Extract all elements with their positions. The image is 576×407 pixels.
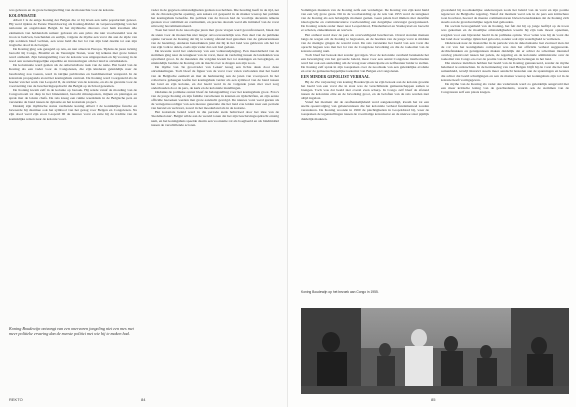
historical-photo	[301, 308, 569, 394]
body-paragraph: Vanaf het moment dat de onafhankelijkheid werd aangekondigd, kwam het tot een snelle opeenvolging van gebeurtenissen die het koloniale verhaal fundamenteel zouden veranderen. De Koning woonde in 1960 de plechtigheden in Leopoldstad bij, waar de toespraken de tegenstellingen tussen de voormalige kolonisator en de nieuwe staat pijnlijk duidelijk maakten.	[301, 100, 429, 121]
body-paragraph: Onderzoek naar de monarchie in de periode van de dekolonisatie laat evenwel zien dat de rol van het koningshuis complexer was dan het officiële verhaal suggereerde. Archiefstukken en getuigenissen maken duidelijk dat er achter de schermen intensief overleg plaatsvond tussen het paleis, de regering en de koloniale administratie over de toekomst van Congo en over de positie van de Belgische belangen in het land.	[441, 40, 569, 62]
body-paragraph: Het koloniale beleid werd in die periode sterk beïnvloed door het idee van de 'modelkolonie'. België wilde aan de wereld tonen dat het zijn beschavingsopdracht ernstig nam, en het koningshuis speelde daarin een voorname rol als boegbeeld en als bindmiddel tussen de verschillende actoren.	[151, 110, 279, 127]
footer-label: REKTO	[9, 397, 23, 402]
right-page	[288, 0, 576, 407]
body-paragraph: Die nieuwe inzichten hebben het beeld van de Koning genuanceerd, zonder de mythe helemaal te ontkrachten. In de herinnering van veel Belgen blijft hij de vorst die het land samenhield, terwijl historici steeds meer aandacht besteden aan de spanningen en keuzes die achter dat beeld schuilgingen en aan de manier waarop het koningshuis zijn rol in de kolonie heeft vormgegeven.	[441, 61, 569, 82]
body-paragraph: vader in de gegeven omstandigheden gedaan zou hebben. Die houding heeft in de tijd, net als de chronologische opening, een zekere rol gespeeld in de manier waarop het publiek het koningshuis beleefde. De politiek van de Kroon had de voorbije decennia telkens gestaan voor stabiliteit en continuïteit, en precies daarom werd elk initiatief van de vorst uitvoerig becommentarieerd.	[151, 8, 279, 29]
body-paragraph: De kwestie werd het onderwerp van een volksraadpleging. Een meerderheid van de stemmen ging naar de terugkeer van de vorst, maar de verdeling tussen de landsdelen was opvallend groot. In de maanden die volgden kwam het tot stakingen en betogingen, en uiteindelijk besliste de Koning om de macht over te dragen aan zijn zoon.	[151, 48, 279, 66]
body-paragraph: De kolonisatie werd gezien als de onbetwistbare taak van de natie. Het beeld van de Koning als een vader voor de Congolezen, die zijn kinderen geleidelijk naar de beschaving zou voeren, werd in talrijke publicaties en beeldmateriaal verspreid. In de koloniale propaganda stond het koningshuis centraal. De Koning werd voorgesteld als de hoeder van het werk van Leopold II, de stichter van de kolonie, en als de garantie voor de voortzetting van de beschavingsopdracht die België op zich had genomen.	[9, 63, 137, 88]
page-number-right: 85	[431, 397, 436, 402]
text-column-2	[151, 8, 279, 388]
body-paragraph: De mythe van 'de grootvader van Leken' kreeg een lichte deuk door deze ontwikkelingen. Toch bleef de figuur van de vorst voor velen verbonden met het beeld van de Belgische eenheid en met de herinnering aan de jaren van voorspoed. In het collectieve geheugen leefde het koningshuis verder als een symbool van de band tussen het land en zijn kolonie, en dat beeld werd in de volgende jaren met veel zorg onderhouden door de pers, de kerk en de koloniale instellingen.	[151, 65, 279, 90]
body-paragraph: Albert I is de enige Koning der Belgen die al bij leven een reële populariteit genoot. Hij werd tijdens de Eerste Wereldoorlog als Koning-Ridder de verpersoonlijking van het nationale en ongebroken België. In het mythische discours over hem kwamen alle elementen van heldendom samen: geboren als een prins die niet voorbestemd was de troon te beërven, bescheiden en eerlijk, volgens de mythe een vorst die aan de zijde van zijn soldaten bleef vechten, een ware held die het lot van zijn land deelde tot aan zijn tragische dood in de bergen.	[9, 18, 137, 47]
body-paragraph: Ondanks de politieke onrust bleef de belangstelling voor het koningshuis groot. Foto's van de jonge Koning en zijn familie verschenen in kranten en tijdschriften, en zijn eerste officiële bezoeken werden met grote aandacht gevolgd. De nieuwe vorst werd gezien als de vertegenwoordiger van een nieuwe generatie die het land zou leiden naar een periode van herstel en welvaart, zowel in het moederland als in de kolonie.	[151, 89, 279, 111]
body-paragraph: Bij de 25e verjaardag van koning Boudewijn en na zijn bezoek aan de kolonie groeide het beeld van een vorst die in staat was de verschillende gemeenschappen samen te brengen. Toch was dat beeld niet overal even scherp. In Congo zelf bleef de afstand tussen de koloniale elite en de bevolking groot, en de beloften van de reis werden niet altijd ingelost.	[301, 79, 429, 101]
photo-caption-right: Koning Boudewijn op het bezoek aan Congo in 1955.	[301, 290, 379, 294]
body-paragraph: was geboren en de grote belangstelling van de monarchie voor de kolonie.	[9, 8, 115, 12]
body-paragraph: Het onthaal werd door de pers als overweldigend beschreven. Overal stonden mensen langs de wegen om de Koning te begroeten, en de beelden van de jonge vorst te midden van de menigte gingen de wereld rond. De reis versterkte het beeld van een vorst die oprecht begaan was met het lot van de Congolese bevolking en die de toekomst van de kolonie ernstig nam.	[301, 32, 429, 53]
body-paragraph: De sociale bewogenheid van de Koning, het feit dat hij op jonge leeftijd op de troon was gekomen en de moeilijke omstandigheden waarin hij zijn taak moest opnemen, zorgden voor een bijzonder beeld in de publieke opinie. Voor velen was hij de vorst die het land door woelige tijden had geloodst, zonder ooit zijn waardigheid te verliezen.	[441, 24, 569, 41]
page-number-left: 84	[141, 397, 146, 402]
historical-photo-image	[301, 308, 569, 394]
body-paragraph: Dankzij zijn mythische status verdiende koning Albert I de koninklijke functie en bewaarde hij daarmee ook het symbool van het gezag voor Belgen en Congolezen. Na zijn dood werd zijn zoon Leopold III de nieuwe vorst en zette hij de traditie van de koninklijke reizen naar de kolonie voort.	[9, 104, 137, 121]
body-paragraph: Sommigen maakten van de Koning zelfs een verdediger. De Koning van zijn kant hield van een vrij grote geste. Dit in de voorbereiding op de reis van 1955 werd de terugkeer van de Koning als een belangrijk moment gezien. Geen paleis had immers met dezelfde ideologische en communicatieve voorbereiding een dergelijke ontvangst georganiseerd. De Koning reisde onder meer naar Leopoldstad, Elisabethstad en Stanleystad en bezocht er scholen, ziekenhuizen en werven.	[301, 8, 429, 33]
body-paragraph: Toch bleef het bezoek niet zonder gevolgen. Voor de koloniale overheid betekende het een bevestiging van het gevoerde beleid, maar voor een aantal Congolese intellectuelen werd het ook een aanleiding om de vraag naar emancipatie en zelfbestuur luider te stellen. De Koning zelf sprak in zijn toespraken over de noodzaak van een geleidelijke evolutie en over de gemeenschappelijke toekomst van Belgen en Congolezen.	[301, 53, 429, 74]
body-paragraph: De Koning kwam zelf in de kolonie op bezoek. Hij reisde vanaf de monding van de Congostroom tot diep in het binnenland, bezocht missieposten, mijnen en plantages en sprak met de lokale chefs. De reis kreeg een ruime weerklank in de Belgische pers en versterkte de band tussen de dynastie en het koloniale project.	[9, 87, 137, 105]
section-heading: EEN MINDER GEPOLIJST VERHAAL	[301, 75, 370, 79]
photo-caption-left: Koning Boudewijn ontvangt van een onervaren jongeling niet een mes met meer politieke ervaring dan de meeste politici met wie hij te maken had.	[9, 326, 134, 337]
body-paragraph: De mythe van de Koning als vader des vaderlands werd zo geleidelijk aangevuld met een meer kritische lezing van de geschiedenis, waarin ook de stemmen van de Congolezen zelf een plaats kregen.	[441, 81, 569, 94]
body-paragraph: Toen het land in de naoorlogse jaren met grote vragen werd geconfronteerd, bleek dat de steun voor de monarchie niet langer onvoorwaardelijk was. Een deel van de publieke opinie verweet de Koning dat hij te weinig afstand had genomen van de gebeurtenissen van de bezetting. Anderen benadrukten juist dat hij in het land was gebleven om het lot van zijn volk te delen, zoals zijn vader dat ooit had gedaan.	[151, 28, 279, 49]
body-paragraph: grootsheid bij noodzakelijke onderwerpen zoals het beleid van de vorst en zijn positie tegenover de Belgische regering. Vanaf dat moment werd ook in de pers een kritischere toon hoorbaar, hoewel de meeste commentatoren bleven benadrukken dat de Koning zich steeds aan de grondwettelijke regels had gehouden.	[441, 8, 569, 25]
section-heading: KOLONISATIE	[9, 13, 37, 18]
body-paragraph: De Koning ging ook geregeld op reis, en niet alleen in Europa. Tijdens de jaren twintig bezocht hij Congo, Brazilië en de Verenigde Staten, waar hij telkens met grote luister werd onthaald. Zijn belangstelling voor de kolonie was uitgesproken en hij voorzag in de nood aan wetenschappelijke expeditie en investeringen om het land te ontwikkelen.	[9, 46, 137, 64]
